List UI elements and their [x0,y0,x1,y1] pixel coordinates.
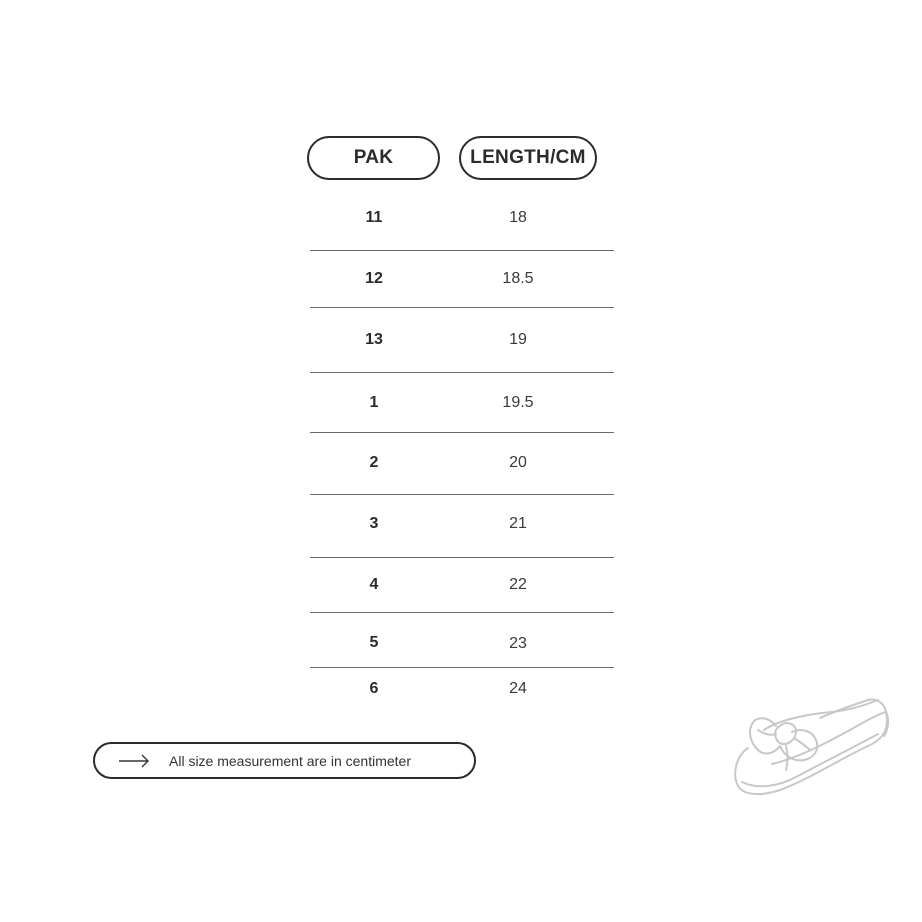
row-divider [310,494,614,495]
row-divider [310,432,614,433]
measurement-note-text: All size measurement are in centimeter [169,753,411,769]
length-cell: 18 [509,209,527,226]
length-cell: 23 [509,635,527,652]
size-cell: 4 [369,576,379,593]
length-cell: 18.5 [502,270,534,287]
length-cell: 19.5 [502,394,534,411]
length-cell: 20 [509,454,527,471]
size-cell: 11 [365,209,383,226]
size-cell: 6 [369,680,379,697]
size-cell: 12 [365,270,383,287]
row-divider [310,307,614,308]
size-column-label: PAK [353,147,394,168]
row-divider [310,372,614,373]
size-cell: 1 [369,394,379,411]
arrow-right-icon [117,752,151,773]
row-divider [310,250,614,251]
size-cell: 3 [369,515,379,532]
length-cell: 24 [509,680,527,697]
length-cell: 19 [509,331,527,348]
length-column-label: LENGTH/CM [470,147,586,168]
size-cell: 2 [369,454,379,471]
size-cell: 13 [365,331,383,348]
size-cell: 5 [369,634,379,651]
row-divider [310,557,614,558]
slipper-icon [728,690,894,805]
measurement-note [93,742,476,779]
row-divider [310,667,614,668]
row-divider [310,612,614,613]
length-cell: 22 [509,576,527,593]
length-column-header [459,136,597,180]
size-column-header [307,136,440,180]
length-cell: 21 [509,515,527,532]
